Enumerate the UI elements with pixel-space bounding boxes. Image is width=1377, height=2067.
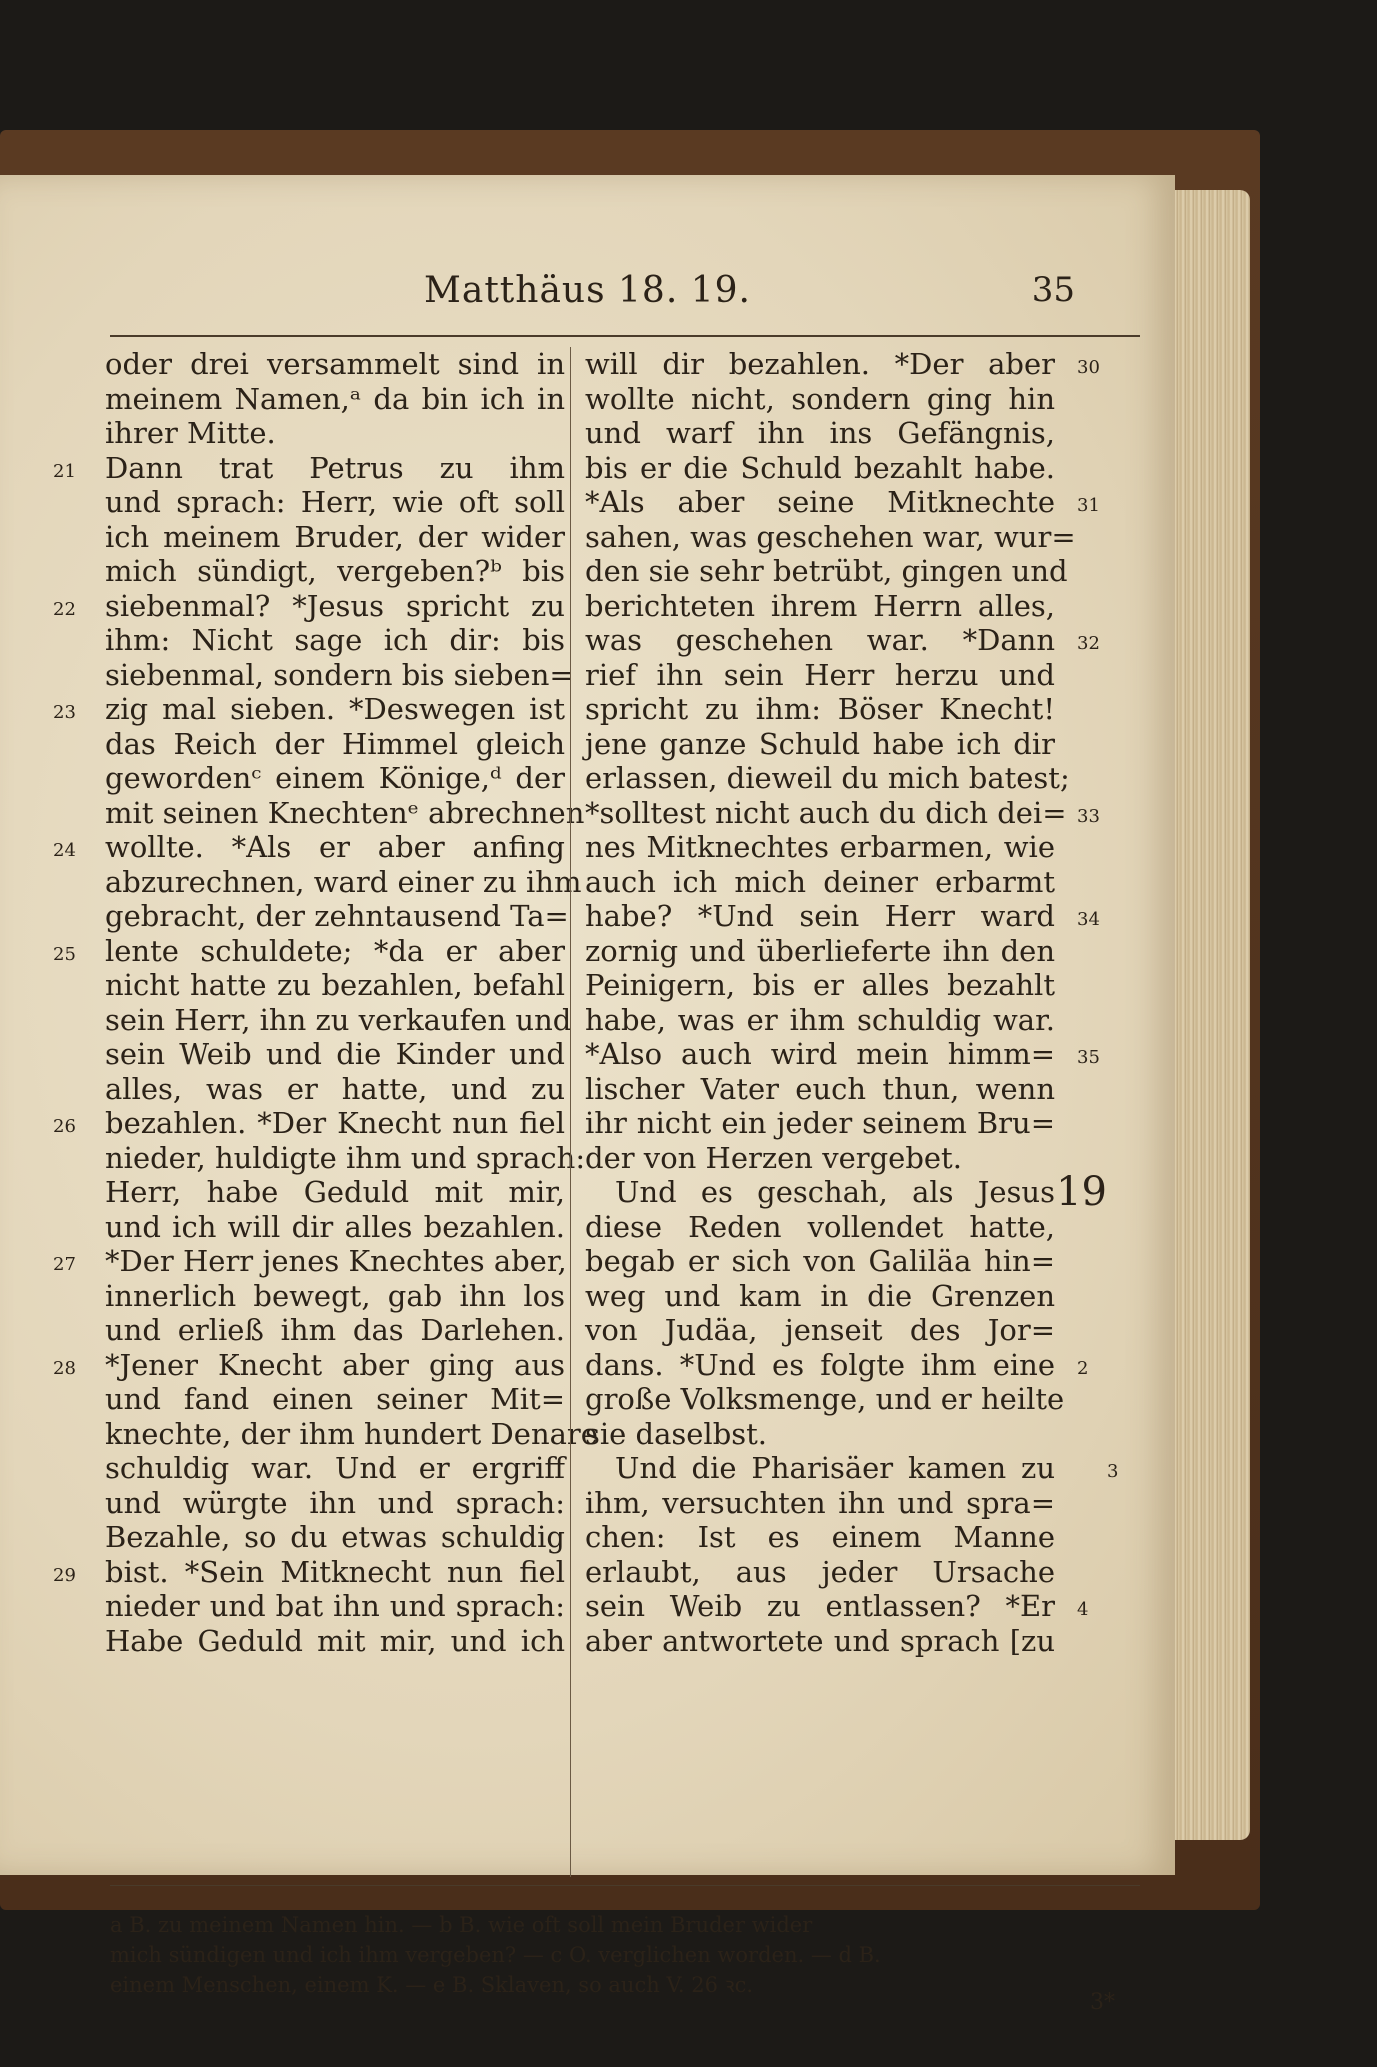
text-line: [53, 1554, 565, 1590]
line-text: ihm: Nicht sage ich dir: bis: [105, 623, 565, 657]
line-text: von Judäa, jenseit des Jor=: [585, 1313, 1055, 1347]
text-line: [105, 554, 565, 589]
text-line: [53, 933, 565, 969]
line-text: *solltest nicht auch du dich dei=: [585, 795, 1067, 830]
line-text: begab er sich von Galiläa hin=: [585, 1244, 1055, 1278]
text-line: [585, 1624, 1055, 1659]
left-column: [53, 347, 598, 1658]
line-text: Peinigern, bis er alles bezahlt: [585, 968, 1055, 1002]
line-text: *Als aber seine Mitknechte: [585, 485, 1055, 519]
line-text: chen: Ist es einem Manne: [585, 1520, 1055, 1554]
text-line: [105, 1520, 565, 1555]
right-column: [585, 347, 1119, 1658]
text-line: [105, 382, 565, 417]
text-line: [105, 1624, 565, 1659]
line-text: Bezahle, so du etwas schuldig: [105, 1520, 565, 1554]
text-line: [105, 1279, 565, 1314]
line-text: abzurechnen, ward einer zu ihm: [105, 864, 582, 899]
verse-number: 29: [53, 1564, 76, 1586]
text-line: [585, 589, 1055, 624]
text-line: [105, 520, 565, 555]
line-text: den sie sehr betrübt, gingen und: [585, 554, 1068, 588]
footnote-line: mich sündigen und ich ihm vergeben? — c O. verglichen worden. — d B.: [110, 1943, 881, 1967]
line-text: nicht hatte zu bezahlen, befahl: [105, 968, 565, 1002]
text-line: [585, 899, 1100, 934]
line-text: *Jener Knecht aber ging aus: [105, 1347, 565, 1382]
line-text: berichteten ihrem Herrn alles,: [585, 588, 1055, 623]
text-line: [585, 623, 1100, 658]
line-text: und sprach: Herr, wie oft soll: [105, 485, 565, 519]
page-edges: [1170, 190, 1250, 1840]
text-line: [585, 1244, 1055, 1279]
line-text: gewordenᶜ einem Könige,ᵈ der: [105, 761, 565, 795]
line-text: bezahlen. *Der Knecht nun fiel: [105, 1106, 565, 1140]
line-text: habe, was er ihm schuldig war.: [585, 1002, 1055, 1037]
text-line: [585, 968, 1055, 1003]
line-text: wollte. *Als er aber anfing: [105, 830, 565, 864]
line-text: siebenmal? *Jesus spricht zu: [105, 588, 565, 623]
line-text: innerlich bewegt, gab ihn los: [105, 1278, 565, 1313]
line-text: sein Weib zu entlassen? *Er: [585, 1589, 1055, 1623]
text-line: [105, 1486, 565, 1521]
text-line: [105, 1382, 565, 1417]
line-text: Herr, habe Geduld mit mir,: [105, 1175, 565, 1209]
text-line: [105, 1037, 565, 1072]
text-line: [585, 761, 1070, 796]
header-rule: [110, 335, 1140, 337]
text-line: [105, 623, 565, 658]
line-text: Habe Geduld mit mir, und ich: [105, 1623, 565, 1658]
verse-number: 35: [1077, 1047, 1100, 1068]
text-line: [53, 1244, 567, 1279]
text-line: [585, 1313, 1055, 1348]
text-line: [585, 347, 1100, 382]
line-text: lischer Vater euch thun, wenn: [585, 1071, 1055, 1106]
text-line: [585, 1382, 1065, 1417]
text-line: [105, 899, 569, 934]
text-line: [585, 485, 1100, 520]
text-line: [585, 830, 1055, 865]
text-line: [105, 1451, 565, 1486]
verse-number: 33: [1077, 805, 1100, 827]
text-line: [585, 1072, 1055, 1107]
line-text: der von Herzen vergebet.: [585, 1140, 962, 1175]
text-line: [585, 416, 1055, 451]
line-text: zig mal sieben. *Deswegen ist: [105, 692, 565, 726]
line-text: weg und kam in die Grenzen: [585, 1278, 1055, 1313]
line-text: und ich will dir alles bezahlen.: [105, 1209, 565, 1244]
line-text: aber antwortete und sprach [zu: [585, 1623, 1055, 1658]
text-line: [53, 588, 565, 624]
footnote-rule: [110, 1885, 1140, 1886]
text-line: [585, 1520, 1055, 1555]
line-text: Und die Pharisäer kamen zu: [615, 1451, 1055, 1485]
verse-number: 28: [53, 1357, 76, 1379]
text-line: [585, 1003, 1055, 1038]
book-page: [0, 175, 1175, 2015]
text-line: [53, 692, 565, 727]
verse-number: 26: [53, 1116, 76, 1137]
text-line: [105, 1210, 565, 1245]
line-text: mit seinen Knechtenᵉ abrechnen: [105, 795, 585, 830]
text-line: [585, 692, 1055, 727]
line-text: nes Mitknechtes erbarmen, wie: [585, 830, 1055, 864]
text-line: [585, 795, 1100, 831]
line-text: bist. *Sein Mitknecht nun fiel: [105, 1554, 565, 1589]
verse-number: 22: [53, 598, 76, 620]
text-line: [105, 485, 565, 520]
text-line: [105, 968, 565, 1003]
line-text: und fand einen seiner Mit=: [105, 1382, 565, 1416]
line-text: jene ganze Schuld habe ich dir: [585, 726, 1055, 761]
verse-number: 34: [1077, 909, 1100, 930]
text-line: [585, 1589, 1089, 1624]
verse-number: 27: [53, 1254, 76, 1275]
line-text: ihm, versuchten ihn und spra=: [585, 1485, 1055, 1520]
text-line: [585, 1279, 1055, 1314]
chapter-number: 19: [1056, 1169, 1107, 1215]
line-text: alles, was er hatte, und zu: [105, 1071, 565, 1106]
text-line: [585, 934, 1055, 969]
footnotes: [110, 1910, 1140, 2000]
line-text: oder drei versammelt sind in: [105, 347, 565, 381]
text-line: [105, 1589, 565, 1624]
line-text: *Also auch wird mein himm=: [585, 1037, 1055, 1071]
line-text: meinem Namen,ᵃ da bin ich in: [105, 381, 565, 416]
line-text: nieder, huldigte ihm und sprach:: [105, 1140, 586, 1175]
verse-number: 24: [53, 840, 76, 861]
verse-number: 31: [1077, 495, 1100, 516]
text-line: [53, 830, 565, 865]
line-text: sein Weib und die Kinder und: [105, 1037, 565, 1071]
footnote-line: einem Menschen, einem K. — e B. Sklaven, so auch V. 26 ꝛc.: [110, 1973, 754, 1997]
text-line: [105, 657, 574, 693]
line-text: auch ich mich deiner erbarmt: [585, 864, 1055, 899]
line-text: dans. *Und es folgte ihm eine: [585, 1347, 1055, 1382]
text-line: [105, 864, 582, 900]
text-line: [585, 382, 1055, 417]
text-line: [585, 1555, 1055, 1590]
line-text: schuldig war. Und er ergriff: [105, 1451, 565, 1485]
line-text: zornig und überlieferte ihn den: [585, 933, 1055, 968]
text-line: [585, 1106, 1055, 1141]
text-line: [105, 1140, 586, 1176]
text-line: [585, 451, 1055, 486]
text-line: [105, 795, 585, 831]
line-text: und warf ihn ins Gefängnis,: [585, 416, 1055, 450]
line-text: wollte nicht, sondern ging hin: [585, 381, 1055, 416]
text-line: [585, 1486, 1055, 1521]
text-line: [105, 1175, 565, 1210]
text-line: [585, 1417, 1055, 1452]
text-line: [53, 1106, 565, 1141]
verse-number: 4: [1077, 1599, 1089, 1620]
line-text: knechte, der ihm hundert Denare: [105, 1416, 598, 1451]
verse-number: 21: [53, 460, 76, 482]
line-text: sahen, was geschehen war, wur=: [585, 519, 1076, 554]
column-divider: [570, 347, 571, 1877]
line-text: Dann trat Petrus zu ihm: [105, 450, 565, 485]
line-text: sein Herr, ihn zu verkaufen und: [105, 1002, 572, 1037]
line-text: bis er die Schuld bezahlt habe.: [585, 450, 1055, 485]
text-line: [585, 1347, 1089, 1383]
line-text: will dir bezahlen. *Der aber: [585, 347, 1055, 381]
verse-number: 23: [53, 702, 76, 723]
text-line: [585, 1169, 1107, 1215]
text-line: [105, 761, 565, 796]
line-text: große Volksmenge, und er heilte: [585, 1382, 1065, 1416]
text-line: [105, 416, 565, 451]
verse-number: 32: [1077, 633, 1100, 654]
text-line: [585, 727, 1055, 762]
line-text: ihr nicht ein jeder seinem Bru=: [585, 1106, 1055, 1140]
text-line: [105, 1002, 572, 1038]
line-text: und würgte ihn und sprach:: [105, 1485, 565, 1520]
line-text: sie daselbst.: [585, 1416, 768, 1451]
text-line: [105, 347, 565, 382]
line-text: ich meinem Bruder, der wider: [105, 519, 565, 554]
verse-number: 3: [1107, 1461, 1119, 1482]
line-text: siebenmal, sondern bis sieben=: [105, 657, 574, 692]
verse-number: 2: [1077, 1357, 1089, 1379]
text-line: [53, 1347, 565, 1383]
text-line: [105, 1416, 598, 1452]
text-line: [585, 658, 1055, 693]
verse-number: 25: [53, 943, 76, 965]
verse-number: 30: [1077, 357, 1100, 378]
page-number: 35: [1031, 270, 1075, 310]
line-text: ihrer Mitte.: [105, 416, 276, 450]
line-text: gebracht, der zehntausend Ta=: [105, 899, 569, 933]
line-text: nieder und bat ihn und sprach:: [105, 1589, 565, 1623]
line-text: diese Reden vollendet hatte,: [585, 1209, 1055, 1244]
text-line: [585, 865, 1055, 900]
line-text: was geschehen war. *Dann: [585, 623, 1055, 657]
line-text: erlassen, dieweil du mich batest;: [585, 761, 1070, 795]
footnote-line: a B. zu meinem Namen hin. — b B. wie oft soll mein Bruder wider: [110, 1913, 813, 1937]
text-line: [105, 727, 565, 762]
line-text: mich sündigt, vergeben?ᵇ bis: [105, 554, 565, 588]
line-text: Und es geschah, als Jesus: [615, 1175, 1055, 1209]
line-text: und erließ ihm das Darlehen.: [105, 1313, 565, 1347]
text-line: [105, 1313, 565, 1348]
line-text: *Der Herr jenes Knechtes aber,: [105, 1244, 567, 1278]
text-line: [585, 1210, 1055, 1245]
line-text: das Reich der Himmel gleich: [105, 726, 565, 761]
line-text: rief ihn sein Herr herzu und: [585, 657, 1055, 692]
text-line: [53, 450, 565, 486]
signature-mark: 3*: [1090, 1990, 1115, 2015]
line-text: habe? *Und sein Herr ward: [585, 899, 1055, 933]
line-text: erlaubt, aus jeder Ursache: [585, 1554, 1055, 1589]
text-line: [105, 1072, 565, 1107]
line-text: lente schuldete; *da er aber: [105, 933, 565, 968]
line-text: spricht zu ihm: Böser Knecht!: [585, 692, 1055, 726]
text-line: [585, 1141, 1055, 1176]
text-line: [585, 519, 1076, 555]
text-line: [585, 1451, 1119, 1486]
running-header: [100, 270, 1075, 330]
page-title: Matthäus 18. 19.: [424, 270, 751, 311]
text-line: [585, 554, 1068, 589]
text-line: [585, 1037, 1100, 1072]
